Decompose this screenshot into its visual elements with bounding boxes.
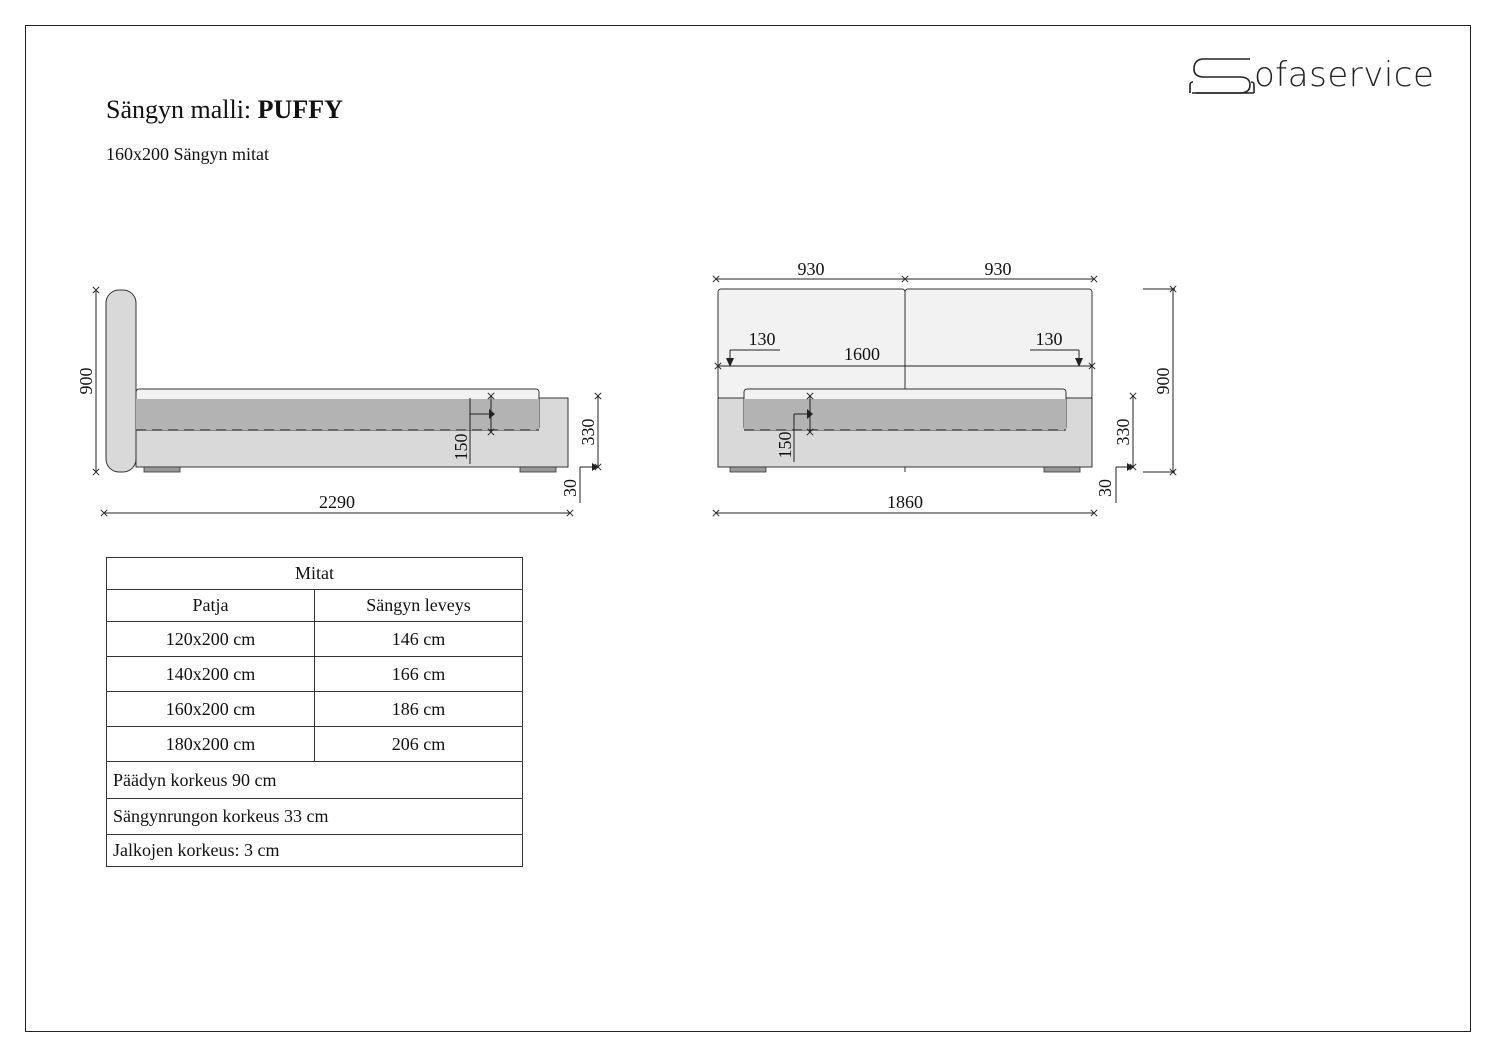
dim-side-inset: 150 xyxy=(451,433,471,461)
dimensions-table xyxy=(106,557,523,867)
leg-front-right xyxy=(1044,467,1080,472)
mattress-size: 180x200 cm xyxy=(107,727,315,762)
mattress-size: 120x200 cm xyxy=(107,622,315,657)
page-subtitle: 160x200 Sängyn mitat xyxy=(106,144,269,164)
mattress-size: 160x200 cm xyxy=(107,692,315,727)
header-mattress: Patja xyxy=(107,590,315,622)
table-row xyxy=(107,657,523,692)
bed-width: 186 cm xyxy=(315,692,523,727)
front-view xyxy=(716,259,1175,513)
dim-front-frame: 330 xyxy=(1113,418,1133,446)
dim-inner-width: 1600 xyxy=(844,344,880,364)
model-name: PUFFY xyxy=(257,95,343,124)
bed-width: 206 cm xyxy=(315,727,523,762)
dim-left-offset: 130 xyxy=(748,329,776,349)
leg-left xyxy=(144,467,180,472)
leg-arrow xyxy=(592,463,598,471)
headboard xyxy=(106,290,136,472)
dim-side-height: 900 xyxy=(76,367,96,395)
dim-front-leg: 30 xyxy=(1095,479,1115,497)
dim-side-frame: 330 xyxy=(578,418,598,446)
mattress-front xyxy=(744,399,1066,430)
bed-width: 166 cm xyxy=(315,657,523,692)
dim-right-half: 930 xyxy=(984,259,1012,279)
table-row xyxy=(107,692,523,727)
mattress-size: 140x200 cm xyxy=(107,657,315,692)
table-title: Mitat xyxy=(107,558,523,590)
dim-front-inset: 150 xyxy=(775,431,795,459)
table-row xyxy=(107,727,523,762)
dim-side-leg: 30 xyxy=(560,479,580,497)
title-prefix: Sängyn malli: xyxy=(106,95,258,124)
dim-right-offset: 130 xyxy=(1035,329,1063,349)
headboard-right-panel xyxy=(905,289,1092,399)
bed-width: 146 cm xyxy=(315,622,523,657)
dim-total-width: 1860 xyxy=(887,492,923,512)
leg-right xyxy=(520,467,556,472)
table-row xyxy=(107,622,523,657)
dim-front-height: 900 xyxy=(1153,367,1173,395)
header-bed-width: Sängyn leveys xyxy=(315,590,523,622)
brand-name: ofaservice xyxy=(1254,55,1435,95)
leg-front-left xyxy=(730,467,766,472)
side-view xyxy=(76,290,598,513)
note-frame-height: Sängynrungon korkeus 33 cm xyxy=(107,799,523,835)
dim-side-length: 2290 xyxy=(319,492,355,512)
note-headboard-height: Päädyn korkeus 90 cm xyxy=(107,762,523,799)
note-leg-height: Jalkojen korkeus: 3 cm xyxy=(107,835,523,867)
dim-left-half: 930 xyxy=(797,259,825,279)
front-leg-arrow xyxy=(1127,463,1133,471)
